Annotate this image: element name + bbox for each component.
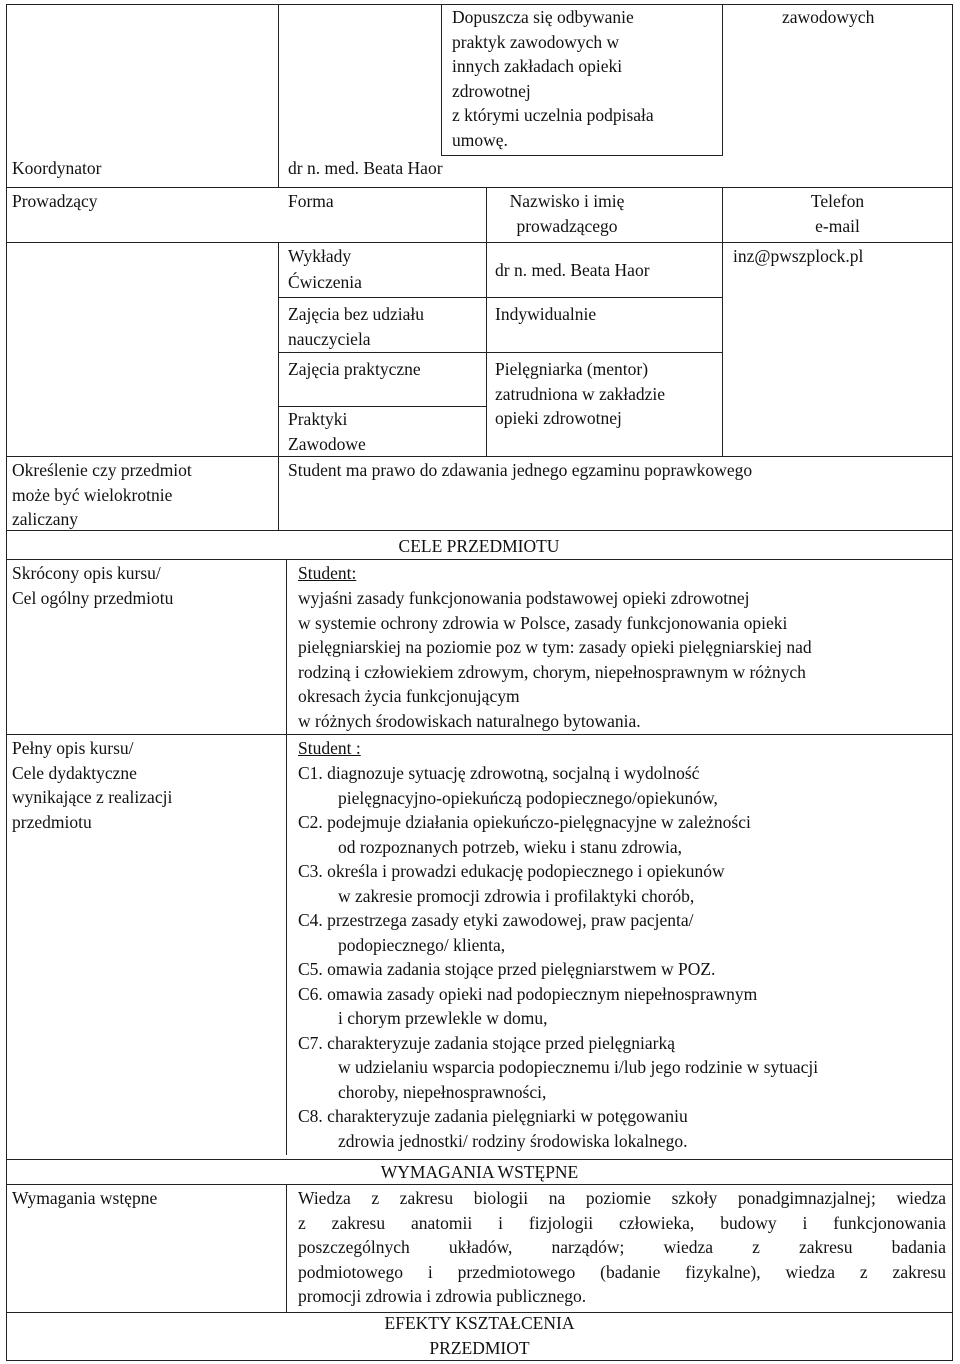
wymagania-text <box>298 1186 946 1309</box>
text-line: poszczególnych układów, narządów; wiedza z zakresu badania <box>298 1237 946 1257</box>
nazwisko-header <box>487 189 647 238</box>
divider <box>286 1184 287 1312</box>
telefon-header <box>723 189 952 238</box>
right-cell-text: zawodowych <box>782 7 875 27</box>
text-line: Wiedza z zakresu biologii na poziomie szkoły ponadgimnazjalnej; wiedza <box>298 1188 946 1208</box>
text-line: podopiecznego/ klienta, <box>338 934 506 955</box>
text-line: wynikające z realizacji <box>12 787 173 807</box>
text-line: PRZEDMIOT <box>429 1337 530 1358</box>
student-label: Student : <box>298 738 361 758</box>
student-label: Student: <box>298 563 357 583</box>
divider <box>722 243 723 456</box>
koordynator-label: Koordynator <box>12 158 102 178</box>
divider <box>278 243 279 456</box>
divider <box>278 352 723 353</box>
table-border-left <box>6 4 7 1360</box>
text-line: od rozpoznanych potrzeb, wieku i stanu zdrowia, <box>338 836 683 857</box>
retake-value: Student ma prawo do zdawania jednego egzaminu poprawkowego <box>288 460 753 480</box>
text-line: Dopuszcza się odbywanie <box>452 7 634 27</box>
text-line: choroby, niepełnosprawności, <box>338 1081 547 1102</box>
text-line: Cel ogólny przedmiotu <box>12 587 174 608</box>
divider <box>6 242 953 243</box>
text-line: zdrowotnej <box>452 80 531 101</box>
text-line: w różnych środowiskach naturalnego bytowania. <box>298 710 641 731</box>
text-line: Skrócony opis kursu/ <box>12 563 161 583</box>
cele-heading: CELE PRZEDMIOTU <box>398 536 560 556</box>
text-line: C7. charakteryzuje zadania stojące przed pielęgniarką <box>298 1032 676 1053</box>
text-line: może być wielokrotnie <box>12 484 173 505</box>
text-line: C6. omawia zasady opieki nad podopiecznym niepełnosprawnym <box>298 983 758 1004</box>
goal-c4 <box>298 908 818 957</box>
text-line: Cele dydaktyczne <box>12 762 137 783</box>
goal-c7 <box>298 1031 818 1105</box>
form-zajecia-bez-udzialu <box>288 302 424 351</box>
text-line: C1. diagnozuje sytuację zdrowotną, socjalną i wydolność <box>298 763 700 783</box>
text-line: z którymi uczelnia podpisała <box>452 105 654 125</box>
short-description-label <box>12 561 173 610</box>
text-line: wyjaśni zasady funkcjonowania podstawowej opieki zdrowotnej <box>298 588 750 608</box>
divider <box>286 559 287 1155</box>
goal-c6 <box>298 982 818 1031</box>
prowadzacy-label: Prowadzący <box>12 191 98 211</box>
text-line: EFEKTY KSZTAŁCENIA <box>384 1313 575 1333</box>
text-line: okresach życia funkcjonującym <box>298 686 520 706</box>
text-line: w zakresie promocji zdrowia i profilaktyki chorób, <box>338 885 695 906</box>
text-line: prowadzącego <box>516 215 618 236</box>
goal-c8 <box>298 1104 818 1153</box>
form-cwiczenia: Ćwiczenia <box>288 272 362 292</box>
divider <box>441 155 723 156</box>
wymagania-heading: WYMAGANIA WSTĘPNE <box>380 1162 579 1182</box>
text-line: Nazwisko i imię <box>509 191 625 211</box>
mentor-text <box>495 357 665 431</box>
divider <box>6 734 953 735</box>
text-line: C8. charakteryzuje zadania pielęgniarki w potęgowaniu <box>298 1106 688 1126</box>
text-line: Określenie czy przedmiot <box>12 460 192 480</box>
text-line: umowę. <box>452 129 508 150</box>
text-line: w systemie ochrony zdrowia w Polsce, zasady funkcjonowania opieki <box>298 612 788 633</box>
form-zajecia-praktyczne: Zajęcia praktyczne <box>288 359 421 379</box>
table-border-right <box>952 4 953 1360</box>
general-goal-text <box>298 586 812 733</box>
lecturer-name: dr n. med. Beata Haor <box>495 260 650 280</box>
text-line: z zakresu anatomii i fizjologii człowieka, budowy i funkcjonowania <box>298 1212 946 1233</box>
divider <box>441 4 442 155</box>
text-line: C4. przestrzega zasady etyki zawodowej, praw pacjenta/ <box>298 910 694 930</box>
goal-c3 <box>298 859 818 908</box>
text-line: C2. podejmuje działania opiekuńczo-pielęgnacyjne w zależności <box>298 812 751 832</box>
divider <box>278 559 953 560</box>
text-line: pielęgnacyjno-opiekuńczą podopiecznego/opiekunów, <box>338 787 718 808</box>
form-praktyki <box>288 407 366 456</box>
retake-label <box>12 458 192 532</box>
text-line: innych zakładach opieki <box>452 56 623 76</box>
divider <box>278 297 723 298</box>
divider <box>6 456 953 457</box>
form-wyklady: Wykłady <box>288 246 352 266</box>
text-line: C3. określa i prowadzi edukację podopiecznego i opiekunów <box>298 861 725 881</box>
text-line: pielęgniarskiej na poziomie poz w tym: zasady opieki pielęgniarskiej nad <box>298 637 812 657</box>
text-line: C5. omawia zadania stojące przed pielęgniarstwem w POZ. <box>298 959 716 979</box>
text-line: zaliczany <box>12 509 79 529</box>
text-line: Telefon <box>810 191 865 211</box>
goal-c5 <box>298 957 818 982</box>
koordynator-value: dr n. med. Beata Haor <box>288 158 443 178</box>
divider <box>278 456 279 530</box>
independent-text: Indywidualnie <box>495 304 597 324</box>
goal-c2 <box>298 810 818 859</box>
divider <box>722 4 723 155</box>
wymagania-label: Wymagania wstępne <box>12 1188 158 1208</box>
efekty-heading <box>287 1311 672 1360</box>
text-line: przedmiotu <box>12 811 92 832</box>
divider <box>486 243 487 456</box>
table-border-bottom <box>6 1360 953 1361</box>
divider <box>6 187 953 188</box>
text-line: promocji zdrowia i zdrowia publicznego. <box>298 1286 587 1306</box>
text-line: w udzielaniu wsparcia podopiecznemu i/lub jego rodzinie w sytuacji <box>338 1057 819 1077</box>
text-line: e-mail <box>815 215 860 236</box>
text-line: podmiotowego i przedmiotowego (badanie fizykalne), wiedza z zakresu <box>298 1261 946 1282</box>
text-line: rodziną i człowiekiem zdrowym, chorym, niepełnosprawnym w różnych <box>298 661 806 682</box>
goals-list <box>298 761 818 1153</box>
text-line: nauczyciela <box>288 328 371 349</box>
text-line: Zajęcia bez udziału <box>288 304 425 324</box>
forma-header: Forma <box>288 191 334 211</box>
text-line: i chorym przewlekle w domu, <box>338 1008 548 1028</box>
full-description-label <box>12 736 172 834</box>
text-line: Zawodowe <box>288 433 366 454</box>
text-line: Pełny opis kursu/ <box>12 738 134 758</box>
text-line: praktyk zawodowych w <box>452 31 620 52</box>
text-line: zatrudniona w zakładzie <box>495 383 666 404</box>
text-line: Pielęgniarka (mentor) <box>495 359 649 379</box>
text-line: Praktyki <box>288 409 348 429</box>
email-value: inz@pwszplock.pl <box>733 246 864 266</box>
divider <box>6 559 279 560</box>
goal-c1 <box>298 761 818 810</box>
text-line: opieki zdrowotnej <box>495 408 622 428</box>
divider <box>278 4 279 187</box>
text-line: zdrowia jednostki/ rodziny środowiska lokalnego. <box>338 1130 688 1151</box>
practice-note <box>452 5 654 152</box>
